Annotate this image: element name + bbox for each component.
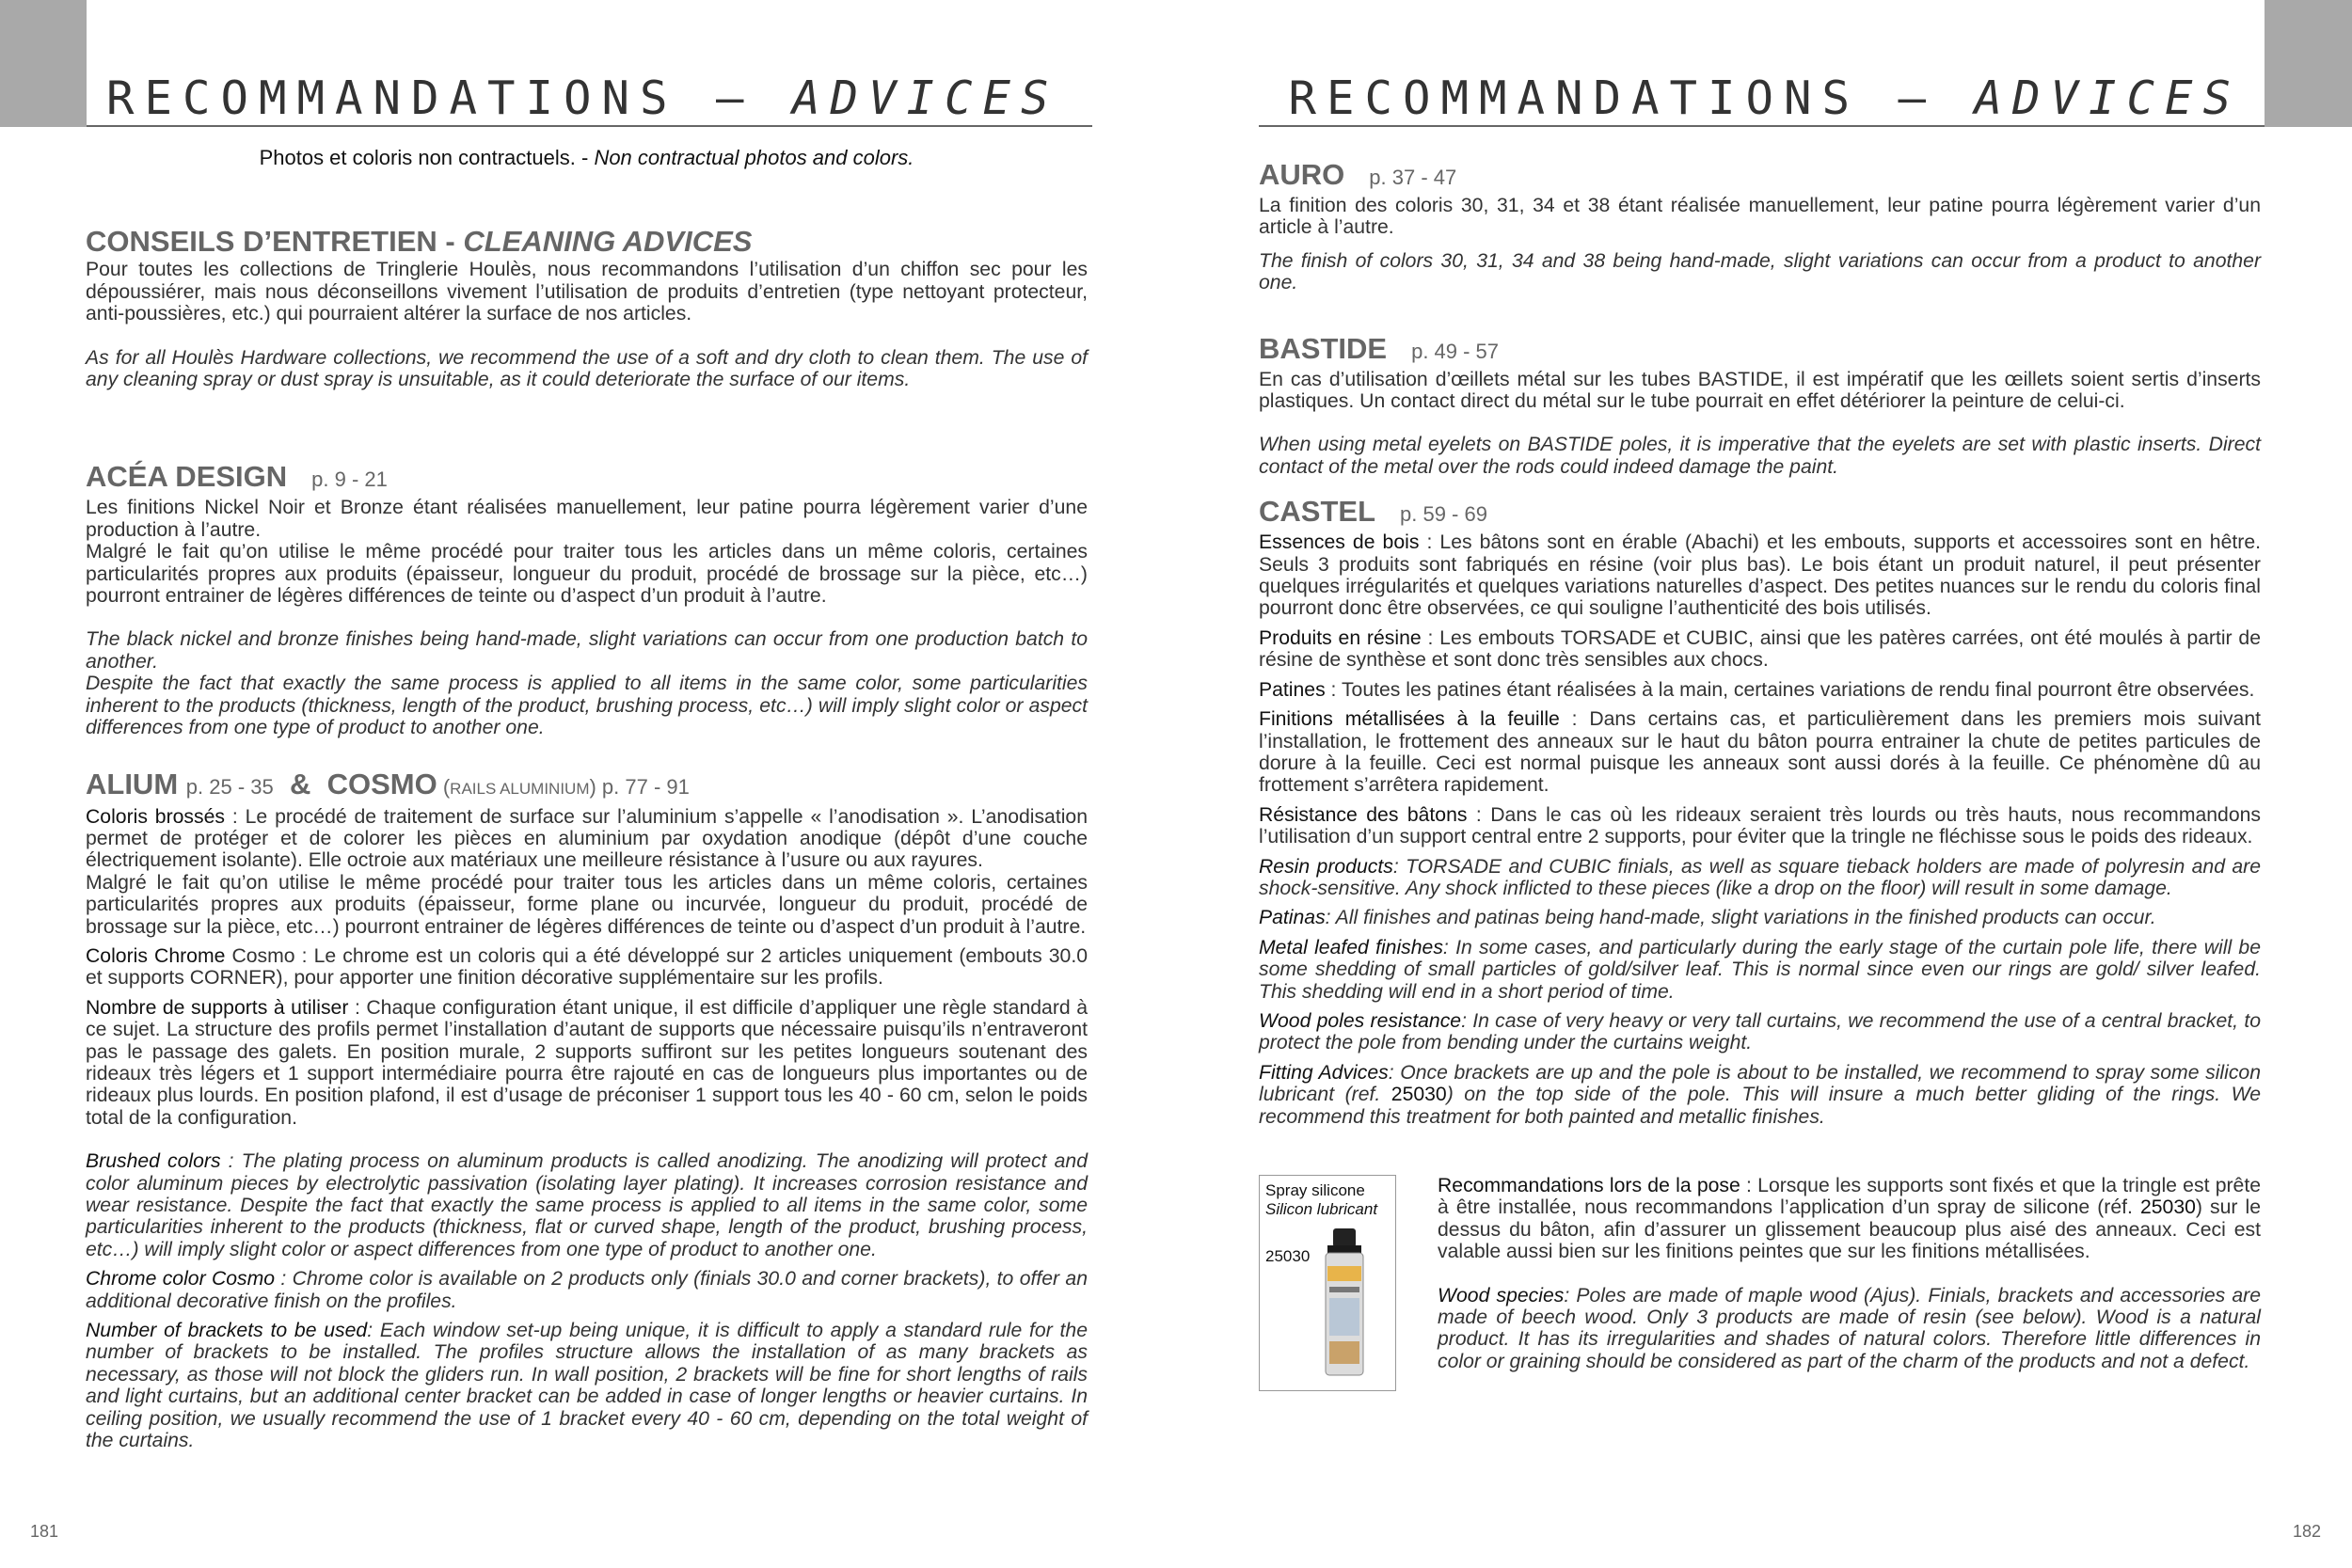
pose-wood-en: Wood species: Poles are made of maple wood (Ajus). Finials, brackets and accessories are made of beech wood. Only 3 products are made of resin (see below). Wood is a natural product. It has its irregularities and shades of natural colors. Therefore little differences in color or graining should be considered as part of the charm of the products and not a defect. — [1438, 1284, 2261, 1372]
alium-title: ALIUM p. 25 - 35 & COSMO (RAILS ALUMINIUM) p. 77 - 91 — [86, 767, 690, 800]
castel-wood-en: Wood poles resistance: In case of very heavy or very tall curtains, we recommend the use of a central bracket, to protect the pole from bending under the curtains weight. — [1259, 1009, 2261, 1054]
page-title-right: RECOMMANDATIONS – ADVICES — [1288, 71, 2241, 125]
bastide-fr: En cas d’utilisation d’œillets métal sur les tubes BASTIDE, il est impératif que les œillets soient sertis d’inserts plastiques. Un contact direct du métal sur le tube pourrait en effet détériorer la peinture de celui-ci. — [1259, 368, 2261, 413]
castel-essences: Essences de bois : Les bâtons sont en érable (Abachi) et les embouts, supports et accessoires sont en hêtre. Seuls 3 produits sont fabriqués en résine (voir plus bas). Le bois étant un produit naturel, il peut présenter quelques irrégularités et quelques variations naturelles d’aspect. Des petites nuances sur le rendu du coloris final pourront donc être observées, ce qui souligne l’authenticité des bois utilisés. — [1259, 531, 2261, 620]
header-rule-right — [1259, 125, 2265, 127]
spray-name-en: Silicon lubricant — [1265, 1200, 1378, 1218]
page-number-right: 182 — [2293, 1522, 2322, 1541]
alium-chrome: Coloris Chrome Cosmo : Le chrome est un coloris qui a été développé sur 2 articles uniquement (embouts 30.0 et supports CORNER), pour apporter une finition décorative supplémentaire sur les profils. — [86, 944, 1088, 990]
castel-title: CASTEL p. 59 - 69 — [1259, 495, 1487, 529]
left-column — [86, 141, 1088, 1451]
bastide-title: BASTIDE p. 49 - 57 — [1259, 331, 1500, 365]
disclaimer: Photos et coloris non contractuels. - Non contractual photos and colors. — [259, 146, 914, 169]
alium-supports: Nombre de supports à utiliser : Chaque configuration étant unique, il est difficile d’appliquer une règle standard à ce sujet. La structure des profils permet l’installation d’autant de supports que nécessaire puisqu’ils n’entraveront pas le passage des galets. En position murale, 2 supports suffiront sur les petites longueurs soutenant des rideaux très légers et 1 support intermédiaire pourra être rajouté en cas de longueurs plus importantes ou de rideaux plus lourds. En position plafond, il est d’usage de préconiser 1 support tous les 40 - 60 cm, selon le poids total de la configuration. — [86, 996, 1088, 1129]
page-number-left: 181 — [30, 1522, 59, 1541]
acea-fr2: Malgré le fait qu’on utilise le même procédé pour traiter tous les articles dans un même coloris, certaines particularités propres aux produits (épaisseur, longueur du produit, procédé de brossage sur la pièce, etc…) pourront entrainer de légères différences de teinte ou d’aspect d’un produit à l’autre. — [86, 541, 1088, 608]
alium-brosses: Coloris brossés : Le procédé de traitement de surface sur l’aluminium s’appelle « l’anodisation ». L’anodisation permet de protéger et de colorer les pièces en aluminium par oxydation anodique (dépôt d’une couche électriquement isolante). Elle octroie aux matériaux une meilleure résistance à l’usure ou aux rayures. — [86, 805, 1088, 872]
corner-tab-left — [0, 0, 87, 127]
acea-title: ACÉA DESIGN p. 9 - 21 — [86, 460, 388, 494]
castel-finitions: Finitions métallisées à la feuille : Dans certains cas, et particulièrement dans les premiers mois suivant l’installation, le frottement des anneaux sur le haut du bâton pourra entrainer la chute de petites particules de dorure à la feuille. Ceci est normal puisque les anneaux sont aussi dorés à la feuille. Ce phénomène dû au frottement s’arrêtera rapidement. — [1259, 708, 2261, 797]
castel-patinas-en: Patinas: All finishes and patinas being hand-made, slight variations in the finished products can occur. — [1259, 907, 2156, 929]
castel-patines: Patines : Toutes les patines étant réalisées à la main, certaines variations de rendu final pourront être observées. — [1259, 678, 2255, 701]
page-title-left: RECOMMANDATIONS – ADVICES — [106, 71, 1059, 125]
cleaning-fr: Pour toutes les collections de Tringlerie Houlès, nous recommandons l’utilisation d’un chiffon sec pour les dépoussiérer, mais nous déconseillons vivement l’utilisation de produits d’entretien (type nettoyant protecteur, anti-poussières, etc.) qui pourraient altérer la surface de nos articles. — [86, 259, 1088, 325]
spray-product-box — [1259, 1175, 1396, 1391]
castel-metal-en: Metal leafed finishes: In some cases, and particularly during the early stage of the curtain pole life, there will be some shedding of small particles of gold/silver leaf. This is normal since even our rings are gold/ silver leafed. This shedding will end in a short period of time. — [1259, 936, 2261, 1003]
pose-block — [1259, 1175, 2261, 1410]
castel-resin-en: Resin products: TORSADE and CUBIC finials, as well as square tieback holders are made of polyresin and are shock-sensitive. Any shock inflicted to these pieces (like a drop on the floor) will result in some damage. — [1259, 855, 2261, 899]
alium-brackets-en: Number of brackets to be used: Each window set-up being unique, it is difficult to apply a standard rule for the number of brackets to be installed. The profiles structure allows the installation of as many brackets as necessary, as those will not block the gliders run. In wall position, 2 brackets will be fine for short lengths of rails and light curtains, but an additional center bracket can be added in case of longer lengths or heavier curtains. In ceiling position, we usually recommend the use of 1 bracket every 40 - 60 cm, depending on the total weight of the curtains. — [86, 1320, 1088, 1452]
auro-en: The finish of colors 30, 31, 34 and 38 being hand-made, slight variations can occur from a product to another one. — [1259, 249, 2261, 294]
pose-text — [1438, 1175, 2261, 1372]
castel-resistance: Résistance des bâtons : Dans le cas où les rideaux seraient très lourds ou très hauts, nous recommandons l’utilisation d’un support central entre 2 supports, pour éviter que la tringle ne fléchisse sous le poids des rideaux. — [1259, 803, 2261, 848]
alium-chrome-en: Chrome color Cosmo : Chrome color is available on 2 products only (finials 30.0 and corner brackets), to offer an additional decorative finish on the profiles. — [86, 1268, 1088, 1312]
auro-fr: La finition des coloris 30, 31, 34 et 38 étant réalisée manuellement, leur patine pourra légèrement varier d’un article à l’autre. — [1259, 195, 2261, 239]
acea-en1: The black nickel and bronze finishes being hand-made, slight variations can occur from one production batch to another. — [86, 628, 1088, 673]
castel-fitting-en: Fitting Advices: Once brackets are up and the pole is about to be installed, we recommend to spray some silicon lubricant (ref. 25030) on the top side of the pole. This will insure a much better gliding of the rings. We recommend this treatment for both painted and metallic finishes. — [1259, 1061, 2261, 1128]
spray-name-fr: Spray silicone — [1265, 1181, 1365, 1199]
acea-en2: Despite the fact that exactly the same process is applied to all items in the same color, some particularities inherent to the products (thickness, length of the product, brushing process, etc…) will imply slight color or aspect differences from one type of product to another one. — [86, 673, 1088, 739]
alium-brushed-en: Brushed colors : The plating process on aluminum products is called anodizing. The anodizing will protect and color aluminum pieces by electrolytic passivation (isolating layer plating). It increases corrosion resistance and wear resistance. Despite the fact that exactly the same process is applied to all items in the same color, some particularities inherent to the products (thickness, flat or curved shape, length of the product, brushing process, etc…) will imply slight color or aspect differences from one type of product to another one. — [86, 1150, 1089, 1260]
acea-fr1: Les finitions Nickel Noir et Bronze étant réalisées manuellement, leur patine pourra légèrement varier d’une production à l’autre. — [86, 497, 1088, 541]
corner-tab-right — [2265, 0, 2352, 127]
spray-can-icon — [1322, 1228, 1367, 1379]
header-rule-left — [87, 125, 1092, 127]
pose-fr: Recommandations lors de la pose : Lorsque les supports sont fixés et que la tringle est prête à être installée, nous recommandons l’application d’un spray de silicone (réf. 25030) sur le dessus du bâton, afin d’assurer un glissement beaucoup plus aisé des anneaux. Ceci est valable aussi bien sur les finitions peintes que sur les finitions métallisées. — [1438, 1175, 2261, 1263]
spray-code: 25030 — [1265, 1247, 1311, 1265]
auro-title: AURO p. 37 - 47 — [1259, 158, 1457, 191]
cleaning-title: CONSEILS D’ENTRETIEN - CLEANING ADVICES — [86, 225, 753, 259]
alium-brosses-2: Malgré le fait qu’on utilise le même procédé pour traiter tous les articles dans un même coloris, certaines particularités propres aux produits (épaisseur, forme plane ou incurvée, longueur du produit, procédé de brossage sur la pièce, etc…) pourront entrainer de légères différences de teinte ou d’aspect d’un produit à l’autre. — [86, 871, 1088, 938]
cleaning-en: As for all Houlès Hardware collections, we recommend the use of a soft and dry cloth to clean them. The use of any cleaning spray or dust spray is unsuitable, as it could deteriorate the surface of our items. — [86, 346, 1088, 391]
right-column — [1259, 141, 2261, 1410]
bastide-en: When using metal eyelets on BASTIDE poles, it is imperative that the eyelets are set with plastic inserts. Direct contact of the metal over the rods could indeed damage the paint. — [1259, 434, 2261, 478]
castel-resine: Produits en résine : Les embouts TORSADE et CUBIC, ainsi que les patères carrées, ont été moulés à partir de résine de synthèse et sont donc très sensibles aux chocs. — [1259, 626, 2261, 672]
